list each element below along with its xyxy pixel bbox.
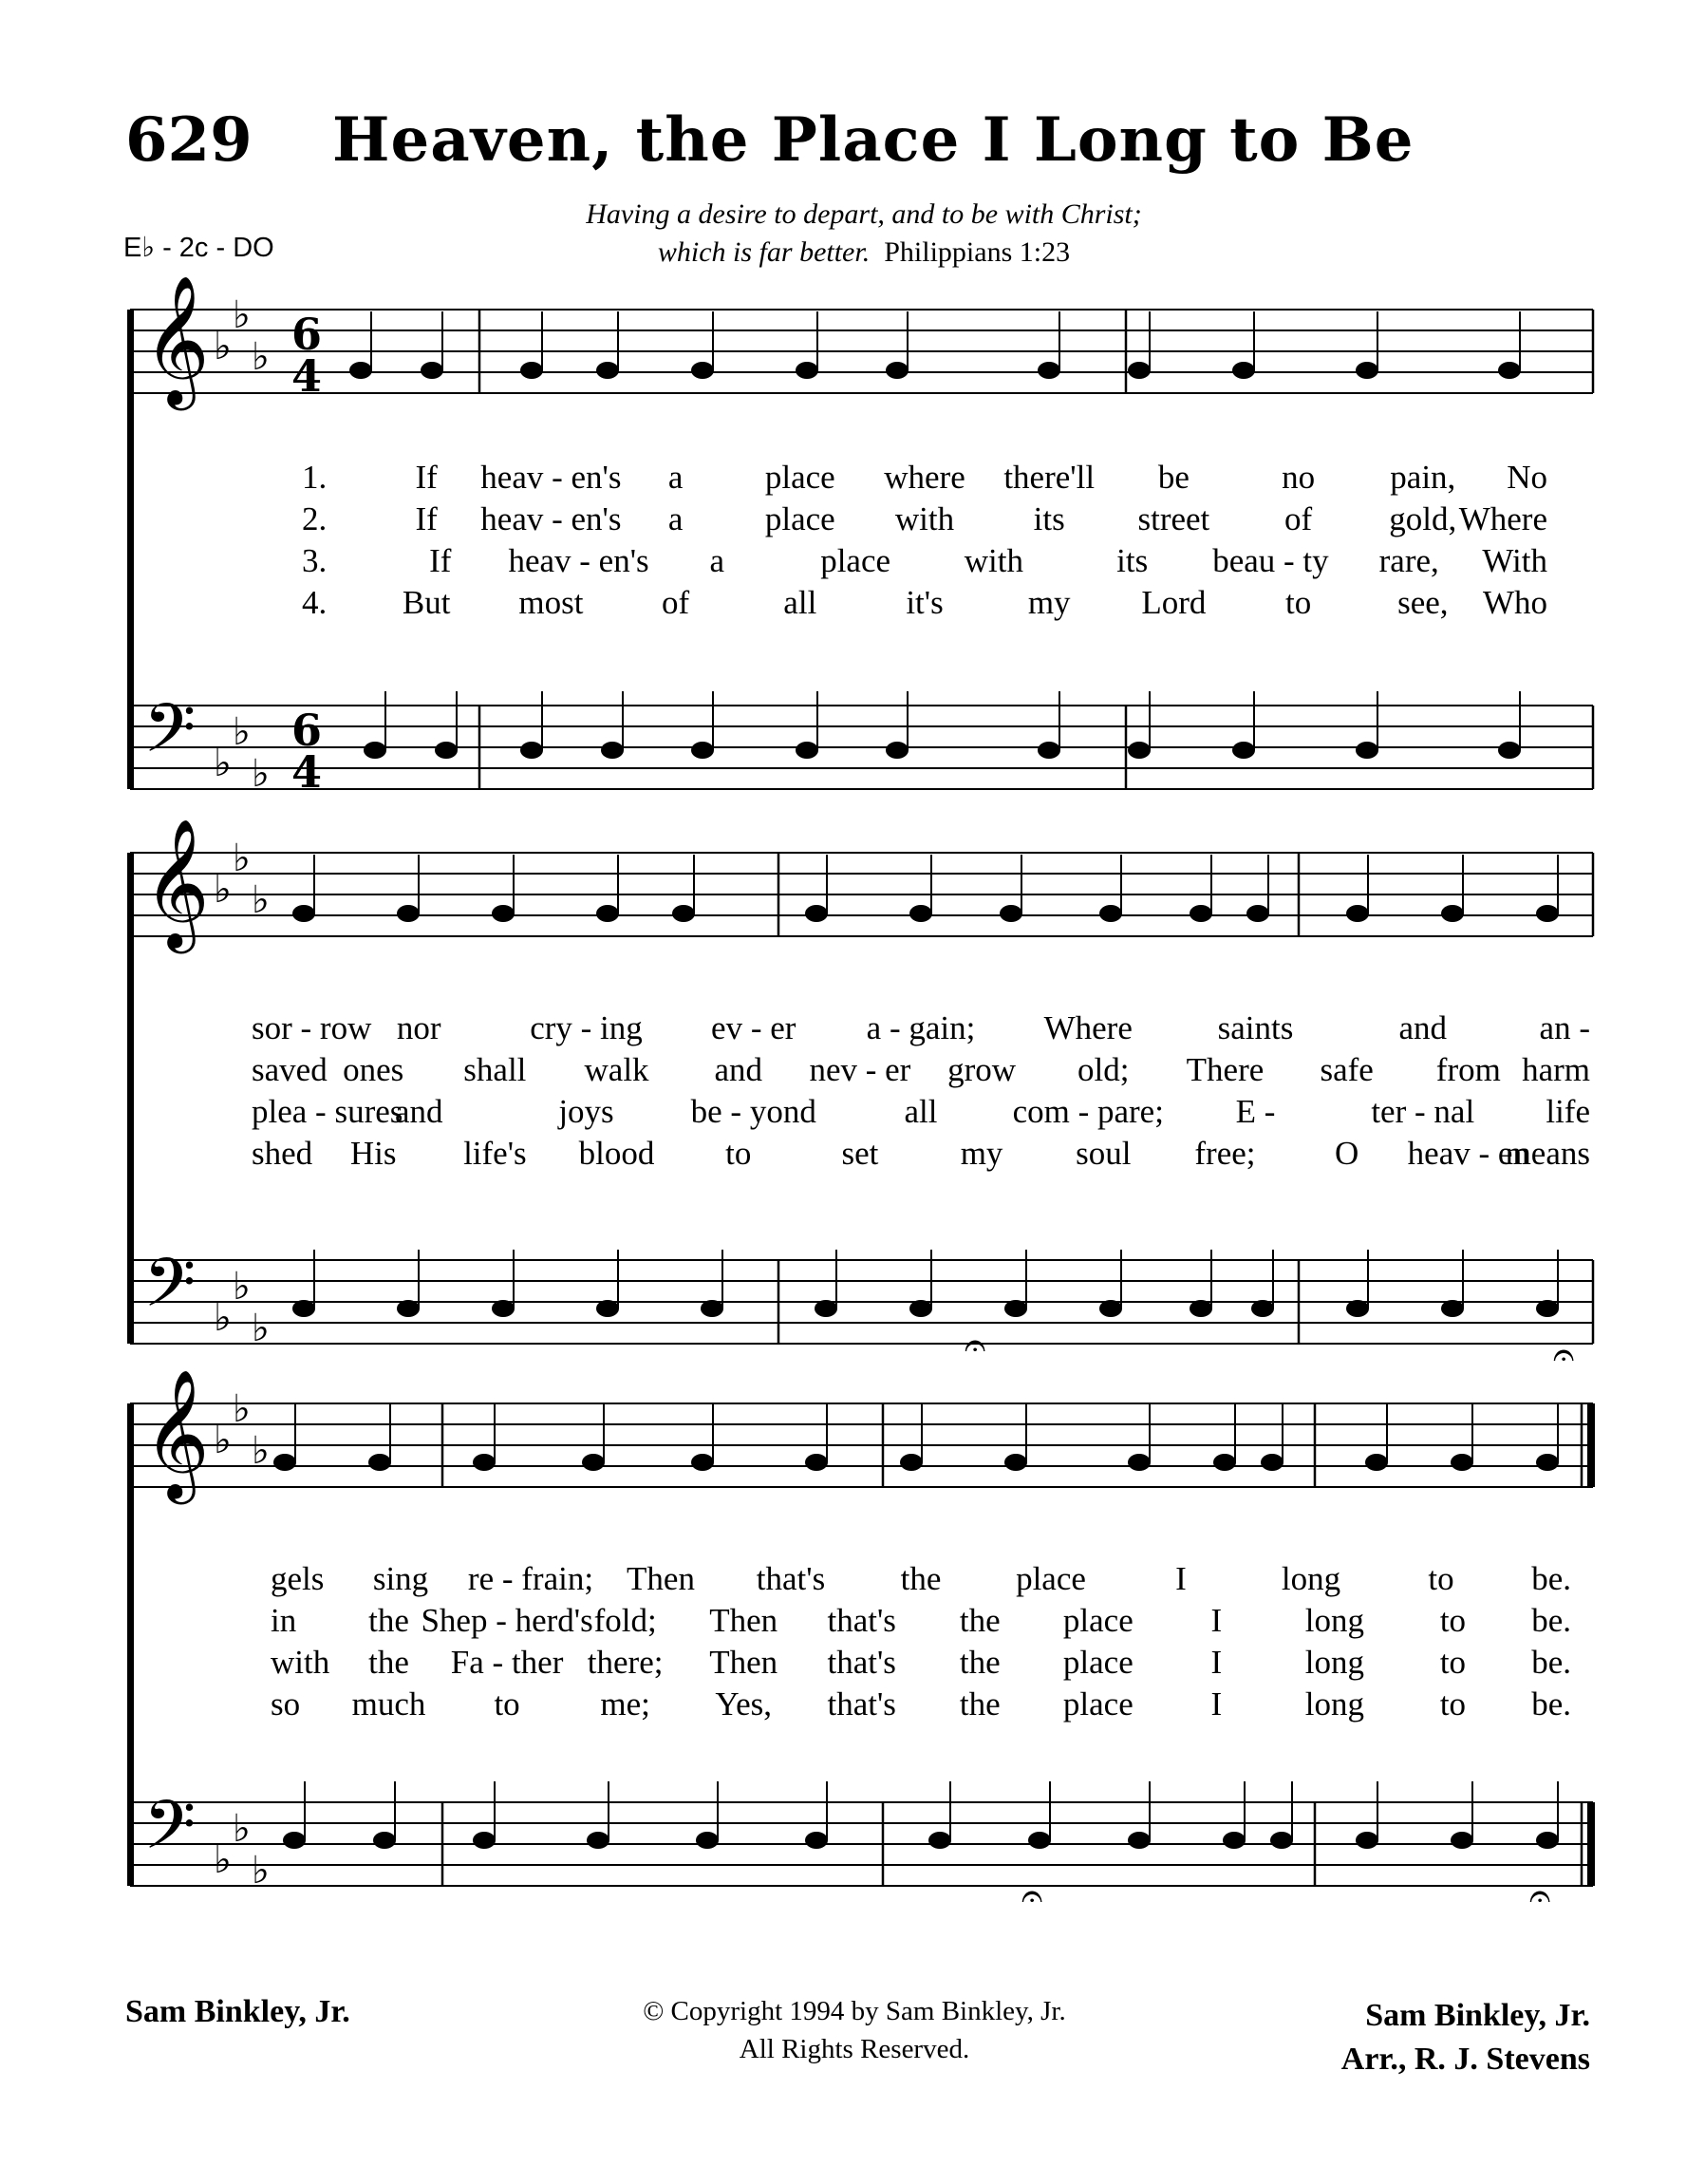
lyric-syllable: that's [827,1644,896,1681]
arranger-name: Arr., R. J. Stevens [1340,2042,1590,2077]
flat-icon: ♭ [252,335,270,379]
epigraph-reference: Philippians 1:23 [884,236,1071,268]
lyric-syllable: place [1062,1685,1134,1723]
lyric-syllable: sing [372,1560,429,1597]
lyric-syllable: heav - en [1407,1135,1529,1172]
lyric-syllable: saved [252,1051,328,1088]
lyric-syllable: all [904,1093,938,1130]
note-head [796,742,818,759]
lyric-syllable: pain, [1390,459,1456,496]
lyric-syllable: so [271,1685,301,1723]
lyric-syllable: Lord [1141,584,1207,621]
time-signature-top: 6 [291,705,323,756]
lyric-syllable: means [1505,1135,1590,1172]
lyric-syllable: with [894,500,955,537]
lyric-syllable: long [1304,1602,1365,1639]
lyric-syllable: place [764,500,835,537]
lyric-syllable: heav - en's [508,542,649,579]
lyric-syllable: a - gain; [866,1009,976,1046]
lyric-syllable: it's [906,584,944,621]
lyric-syllable: harm [1522,1051,1590,1088]
treble-clef-icon: 𝄞 [143,817,210,948]
note-head [368,1454,391,1471]
note-head [691,362,714,379]
note-head [1038,362,1060,379]
lyric-syllable: Shep - herd's [421,1602,593,1639]
note-head [1190,905,1212,922]
lyric-syllable: a [667,459,684,496]
note-head [292,905,315,922]
lyric-syllable: there; [587,1644,664,1681]
note-head [596,362,619,379]
note-head [492,1300,515,1317]
lyric-syllable: no [1282,459,1316,496]
lyric-syllable: But [402,584,451,621]
note-head [1536,1300,1559,1317]
note-head [1128,362,1151,379]
lyric-syllable: to [725,1135,752,1172]
note-head [1246,905,1269,922]
note-head [796,362,818,379]
flat-icon: ♭ [233,1807,251,1851]
lyric-syllable: there'll [1003,459,1096,496]
note-head [701,1300,723,1317]
lyric-syllable: I [1210,1685,1223,1723]
lyric-syllable: walk [584,1051,649,1088]
lyric-syllable: be. [1531,1560,1571,1597]
hymn-number: 629 [125,104,253,176]
lyric-syllable: place [1062,1644,1134,1681]
note-head [1223,1832,1246,1849]
note-head [1536,1832,1559,1849]
lyric-syllable: I [1210,1644,1223,1681]
note-head [1213,1454,1236,1471]
note-head [1128,1832,1151,1849]
note-head [1498,742,1521,759]
lyric-syllable: cry - ing [530,1009,643,1046]
lyric-syllable: blood [578,1135,655,1172]
lyric-syllable: and [394,1093,443,1130]
note-head [283,1832,306,1849]
lyric-syllable: to [494,1685,520,1723]
lyric-syllable: 4. [302,584,328,621]
lyric-syllable: Who [1482,584,1547,621]
note-head [1038,742,1060,759]
note-head [1356,1832,1378,1849]
lyric-syllable: with [964,542,1023,579]
note-head [1004,1300,1027,1317]
lyric-syllable: all [783,584,817,621]
flat-icon: ♭ [252,878,270,922]
flat-icon: ♭ [214,1296,232,1340]
note-head [672,905,695,922]
note-head [596,1300,619,1317]
fermata-icon: 𝄐 [1529,1874,1551,1918]
lyric-syllable: to [1439,1644,1467,1681]
lyric-syllable: E - [1235,1093,1276,1130]
note-head [520,362,543,379]
lyric-syllable: Yes, [715,1685,773,1723]
note-head [805,1832,828,1849]
note-head [1451,1832,1473,1849]
lyric-syllable: to [1428,1560,1454,1597]
flat-icon: ♭ [214,1838,232,1882]
note-head [435,742,458,759]
lyric-syllable: life [1546,1093,1590,1130]
lyric-syllable: With [1482,542,1547,579]
lyric-syllable: O [1334,1135,1359,1172]
note-head [601,742,624,759]
lyric-syllable: If [415,459,438,496]
final-bar-thick [1587,1802,1595,1886]
note-head [1346,1300,1369,1317]
flat-icon: ♭ [252,752,270,796]
time-signature-bottom: 4 [291,746,323,798]
note-head [492,905,515,922]
lyric-syllable: com - pare; [1012,1093,1164,1130]
flat-icon: ♭ [233,1387,251,1431]
note-head [273,1454,296,1471]
lyric-syllable: No [1507,459,1547,496]
lyric-syllable: heav - en's [480,500,622,537]
lyric-syllable: joys [558,1093,614,1130]
key-signature-label: E♭ - 2c - DO [123,233,274,263]
note-head [886,362,909,379]
bass-clef-icon: 𝄢 [143,689,197,784]
note-head [1190,1300,1212,1317]
flat-icon: ♭ [233,710,251,754]
lyric-syllable: from [1435,1051,1501,1088]
lyric-syllable: I [1210,1602,1223,1639]
lyric-syllable: a [709,542,725,579]
lyric-syllable: a [667,500,684,537]
note-head [397,1300,420,1317]
note-head [349,362,372,379]
note-head [1356,362,1378,379]
treble-clef-icon: 𝄞 [143,1367,210,1498]
note-head [1270,1832,1293,1849]
lyric-syllable: that's [756,1560,826,1597]
time-signature-bottom: 4 [291,350,323,402]
flat-icon: ♭ [252,1429,270,1473]
lyric-syllable: the [959,1685,1001,1723]
lyric-syllable: of [662,584,690,621]
lyric-syllable: and [1398,1009,1448,1046]
final-bar-thick [1587,1403,1595,1487]
lyric-syllable: the [368,1602,409,1639]
lyric-syllable: heav - en's [480,459,622,496]
note-head [473,1832,496,1849]
lyric-syllable: Where [1458,500,1547,537]
lyric-syllable: be - yond [690,1093,816,1130]
lyric-syllable: ev - er [711,1009,796,1046]
note-head [1099,1300,1122,1317]
lyric-syllable: be. [1531,1685,1571,1723]
lyric-syllable: the [900,1560,942,1597]
lyric-syllable: the [959,1644,1001,1681]
lyric-syllable: saints [1217,1009,1294,1046]
note-head [1251,1300,1274,1317]
lyric-syllable: ones [343,1051,404,1088]
copyright-line: © Copyright 1994 by Sam Binkley, Jr. [643,1996,1066,2026]
lyric-syllable: street [1137,500,1210,537]
lyric-syllable: in [271,1602,297,1639]
lyric-syllable: be [1157,459,1190,496]
note-head [397,905,420,922]
lyric-syllable: to [1439,1602,1467,1639]
lyric-syllable: life's [463,1135,527,1172]
lyric-syllable: If [429,542,452,579]
lyric-syllable: plea - sures [252,1093,403,1130]
lyric-syllable: that's [827,1602,896,1639]
lyric-syllable: I [1175,1560,1187,1597]
lyric-syllable: much [351,1685,426,1723]
system-bracket [127,853,134,1344]
note-head [1536,1454,1559,1471]
lyric-syllable: to [1284,584,1312,621]
note-head [900,1454,923,1471]
flat-icon: ♭ [214,742,232,785]
note-head [815,1300,837,1317]
lyric-syllable: nor [396,1009,441,1046]
lyric-syllable: grow [947,1051,1017,1088]
system-bracket [127,1403,134,1886]
note-head [292,1300,315,1317]
lyric-syllable: There [1186,1051,1265,1088]
note-head [909,905,932,922]
bass-clef-icon: 𝄢 [143,1786,197,1881]
lyric-syllable: Then [709,1644,778,1681]
note-head [1099,905,1122,922]
lyric-syllable: safe [1320,1051,1374,1088]
lyric-syllable: free; [1194,1135,1256,1172]
music-credit [1092,1994,1590,2081]
lyric-syllable: shall [463,1051,527,1088]
note-head [421,362,443,379]
flat-icon: ♭ [252,1307,270,1350]
system-bracket [127,310,134,789]
note-head [691,742,714,759]
lyric-syllable: 2. [302,500,328,537]
note-head [364,742,386,759]
lyric-syllable: soul [1076,1135,1132,1172]
note-head [691,1454,714,1471]
lyric-syllable: with [271,1644,330,1681]
flat-icon: ♭ [214,325,232,368]
lyric-syllable: my [1027,584,1071,621]
lyric-syllable: place [1062,1602,1134,1639]
lyric-syllable: Then [709,1602,778,1639]
lyric-syllable: nev - er [809,1051,911,1088]
flat-icon: ♭ [214,868,232,912]
lyric-syllable: Fa - ther [450,1644,564,1681]
words-author: Sam Binkley, Jr. [125,1994,350,2029]
lyric-syllable: If [415,500,438,537]
note-head [596,905,619,922]
note-head [1128,1454,1151,1471]
note-head [1128,742,1151,759]
lyric-syllable: re - frain; [467,1560,594,1597]
lyric-syllable: place [764,459,835,496]
note-head [1232,362,1255,379]
lyric-syllable: beau - ty [1212,542,1329,579]
note-head [886,742,909,759]
lyric-syllable: 3. [302,542,328,579]
lyric-syllable: see, [1397,584,1449,621]
lyric-syllable: Where [1043,1009,1133,1046]
lyric-syllable: its [1116,542,1149,579]
lyric-syllable: to [1439,1685,1467,1723]
note-head [473,1454,496,1471]
note-head [1365,1454,1388,1471]
note-head [1004,1454,1027,1471]
lyric-syllable: place [1016,1560,1086,1597]
note-head [1441,905,1464,922]
lyric-syllable: ter - nal [1371,1093,1475,1130]
note-head [373,1832,396,1849]
copyright-notice [532,1992,1177,2068]
note-head [1356,742,1378,759]
note-head [1028,1832,1051,1849]
note-head [1441,1300,1464,1317]
lyric-syllable: my [960,1135,1003,1172]
bass-clef-icon: 𝄢 [143,1244,197,1339]
lyric-syllable: gels [271,1560,325,1597]
note-head [805,905,828,922]
lyric-syllable: be. [1531,1602,1571,1639]
note-head [582,1454,605,1471]
lyric-syllable: be. [1531,1644,1571,1681]
lyric-syllable: 1. [302,459,328,496]
note-head [696,1832,719,1849]
hymn-title: Heaven, the Place I Long to Be [332,104,1415,176]
treble-clef-icon: 𝄞 [143,273,210,405]
note-head [928,1832,951,1849]
lyric-syllable: fold; [593,1602,657,1639]
time-signature-top: 6 [291,309,323,360]
note-head [1451,1454,1473,1471]
flat-icon: ♭ [214,1419,232,1462]
lyric-syllable: me; [600,1685,650,1723]
lyric-syllable: long [1304,1685,1365,1723]
note-head [1498,362,1521,379]
note-head [909,1300,932,1317]
composer-name: Sam Binkley, Jr. [1365,1998,1590,2033]
fermata-icon: 𝄐 [1553,1333,1575,1377]
lyric-syllable: of [1284,500,1313,537]
lyric-syllable: where [884,459,965,496]
epigraph-quote: which is far better. [657,236,871,268]
note-head [587,1832,609,1849]
lyric-syllable: the [959,1602,1001,1639]
lyric-syllable: sor - row [252,1009,372,1046]
lyric-syllable: that's [827,1685,896,1723]
note-head [520,742,543,759]
lyric-syllable: and [714,1051,762,1088]
lyric-syllable: the [368,1644,409,1681]
lyric-syllable: set [841,1135,879,1172]
lyric-syllable: an - [1539,1009,1590,1046]
lyric-syllable: gold, [1389,500,1457,537]
lyric-syllable: its [1033,500,1065,537]
lyric-syllable: place [820,542,891,579]
lyric-syllable: shed [252,1135,313,1172]
lyric-syllable: His [349,1135,397,1172]
flat-icon: ♭ [233,1265,251,1309]
lyric-syllable: most [518,584,584,621]
lyric-syllable: long [1304,1644,1365,1681]
note-head [1261,1454,1283,1471]
flat-icon: ♭ [233,293,251,337]
lyric-syllable: rare, [1378,542,1439,579]
flat-icon: ♭ [252,1849,270,1892]
note-head [1346,905,1369,922]
note-head [805,1454,828,1471]
note-head [1000,905,1022,922]
fermata-icon: 𝄐 [1021,1874,1043,1918]
lyric-syllable: Then [627,1560,695,1597]
note-head [1536,905,1559,922]
fermata-icon: 𝄐 [965,1324,986,1367]
epigraph-line-1: Having a desire to depart, and to be with Christ; [586,198,1142,230]
flat-icon: ♭ [233,837,251,880]
lyric-syllable: long [1281,1560,1341,1597]
rights-line: All Rights Reserved. [739,2034,970,2064]
note-head [1232,742,1255,759]
lyric-syllable: old; [1077,1051,1130,1088]
